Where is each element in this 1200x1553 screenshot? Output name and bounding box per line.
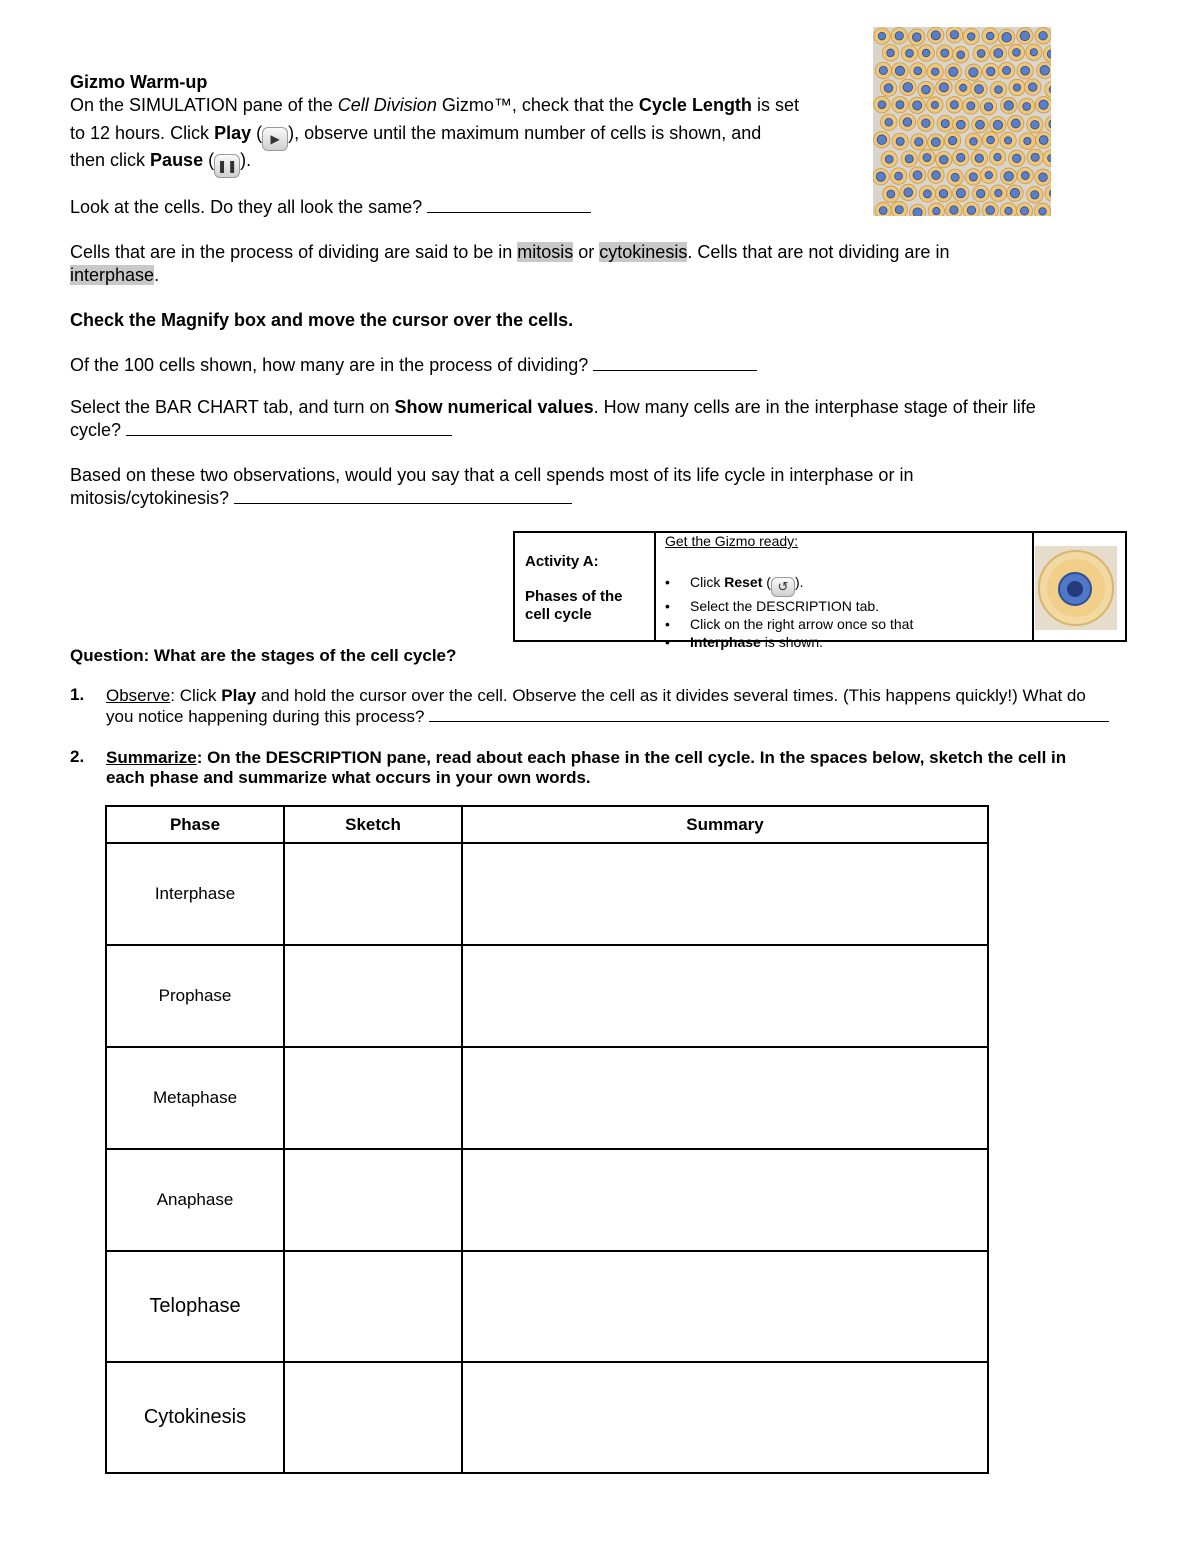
answer-blank[interactable] xyxy=(593,356,757,371)
warmup-title: Gizmo Warm-up xyxy=(70,72,208,92)
cell-nucleus xyxy=(1003,66,1011,74)
observation-question-2: mitosis/cytokinesis? xyxy=(70,487,572,509)
sketch-cell[interactable] xyxy=(284,1362,462,1473)
cell-nucleus xyxy=(1029,83,1037,91)
answer-blank[interactable] xyxy=(429,707,1109,722)
cell-nucleus xyxy=(895,206,903,214)
activity-name: Phases of the cell cycle xyxy=(525,588,623,623)
summary-cell[interactable] xyxy=(462,1149,988,1251)
table-row xyxy=(106,843,988,945)
cell-nucleus xyxy=(915,138,923,146)
cell-nucleus xyxy=(906,49,914,57)
cell-nucleus xyxy=(932,171,941,180)
cell-nucleus xyxy=(994,153,1001,160)
activity-label-cell xyxy=(515,533,656,640)
table-row xyxy=(106,1362,988,1473)
phase-name: Prophase xyxy=(106,945,284,1047)
cell-nucleus xyxy=(1004,172,1014,182)
cell-nucleus xyxy=(1005,207,1012,214)
cell-nucleus xyxy=(903,118,912,127)
cell-nucleus xyxy=(1031,191,1039,199)
q1-text-2: you notice happening during this process? xyxy=(106,706,1109,727)
cell-nucleus xyxy=(950,101,958,109)
q2-text-2: each phase and summarize what occurs in your own words. xyxy=(106,768,591,787)
cell-nucleus xyxy=(976,189,984,197)
cell-nucleus xyxy=(914,67,922,75)
cell-nucleus xyxy=(876,172,885,181)
cell-nucleus xyxy=(1048,155,1051,162)
cell-nucleus xyxy=(1002,33,1012,43)
cell-nucleus xyxy=(987,136,995,144)
cell-nucleus xyxy=(904,188,913,197)
summary-cell[interactable] xyxy=(462,843,988,945)
phase-name: Telophase xyxy=(106,1251,284,1362)
header-summary: Summary xyxy=(462,806,988,843)
cell-nucleus xyxy=(879,66,887,74)
cell-nucleus xyxy=(1013,49,1021,57)
cell-nucleus xyxy=(931,31,940,40)
cell-nucleus xyxy=(913,171,922,180)
play-icon: ▶ xyxy=(262,127,288,151)
sketch-cell[interactable] xyxy=(284,1149,462,1251)
cell-nucleus xyxy=(1012,154,1021,163)
warmup-line-2: to 12 hours. Click Play ( ▶ ), observe until the maximum number of cells is shown, and xyxy=(70,122,761,151)
answer-blank[interactable] xyxy=(427,198,591,213)
cell-nucleus xyxy=(1031,153,1039,161)
cell-nucleus xyxy=(1023,102,1031,110)
cell-nucleus xyxy=(950,206,958,214)
cell-nucleus xyxy=(960,84,967,91)
cell-nucleus xyxy=(948,136,956,144)
dividing-text: Cells that are in the process of dividing are said to be in mitosis or cytokinesis. Cells that are not dividing are in xyxy=(70,242,950,262)
cell-nucleus xyxy=(941,119,949,127)
cell-nucleus xyxy=(923,190,931,198)
main-question: Question: What are the stages of the cell cycle? xyxy=(70,646,457,665)
magnify-instruction: Check the Magnify box and move the cursor over the cells. xyxy=(70,310,574,330)
cell-nucleus xyxy=(957,153,965,161)
cell-nucleus xyxy=(933,207,940,214)
phase-name: Metaphase xyxy=(106,1047,284,1149)
cell-nucleus xyxy=(1010,188,1019,197)
instruction-list xyxy=(690,573,913,651)
cell-nucleus xyxy=(878,101,886,109)
q2-text: Summarize: On the DESCRIPTION pane, read about each phase in the cell cycle. In the spaces below, sketch the cell in xyxy=(106,748,1067,767)
cell-nucleus xyxy=(984,103,992,111)
instruction-interphase: • Interphase is shown. xyxy=(690,633,913,651)
summary-cell[interactable] xyxy=(462,1362,988,1473)
cell-nucleus xyxy=(878,32,885,39)
cell-nucleus xyxy=(985,171,993,179)
reset-icon: ↺ xyxy=(771,577,795,597)
header-sketch: Sketch xyxy=(284,806,462,843)
cell-nucleus xyxy=(1040,66,1049,75)
cell-nucleus xyxy=(1011,119,1020,128)
cell-nucleus xyxy=(986,206,995,215)
cell-nucleus xyxy=(912,33,921,42)
cell-nucleus xyxy=(1021,172,1029,180)
activity-a-box xyxy=(513,531,1127,650)
sketch-cell[interactable] xyxy=(284,1251,462,1362)
answer-blank[interactable] xyxy=(126,421,452,436)
activity-instructions-cell xyxy=(656,533,1034,650)
bar-chart-question: Select the BAR CHART tab, and turn on Show numerical values. How many cells are in the interphase stage of their life xyxy=(70,397,1036,417)
cell-nucleus xyxy=(896,101,904,109)
cell-nucleus xyxy=(885,118,893,126)
cell-nucleus xyxy=(913,101,922,110)
cell-nucleus xyxy=(951,173,959,181)
cell-nucleus xyxy=(913,208,922,216)
cell-nucleus xyxy=(1021,66,1030,75)
cell-nucleus xyxy=(967,33,975,41)
instruction-reset: • Click Reset ( ↺ ). xyxy=(690,573,913,597)
summary-cell[interactable] xyxy=(462,945,988,1047)
cell-nucleus xyxy=(923,154,931,162)
cell-nucleus xyxy=(1004,101,1013,110)
gizmo-ready-heading: Get the Gizmo ready: xyxy=(665,533,799,549)
cell-nucleus xyxy=(967,206,975,214)
cell-nucleus xyxy=(903,82,913,92)
cell-nucleus xyxy=(949,67,958,76)
cell-nucleus xyxy=(970,138,978,146)
cell-nucleus xyxy=(1039,31,1048,40)
phase-name: Cytokinesis xyxy=(106,1362,284,1473)
cell-nucleus xyxy=(884,84,893,93)
table-row xyxy=(106,1047,988,1149)
cell-nucleus xyxy=(941,49,949,57)
cell-nucleus xyxy=(995,86,1003,94)
instruction-description-tab: • Select the DESCRIPTION tab. xyxy=(690,597,913,615)
activity-label: Activity A: xyxy=(525,553,599,570)
cell-nucleus xyxy=(986,67,995,76)
cell-nucleus xyxy=(931,101,938,108)
cell-nucleus xyxy=(969,68,978,77)
cell-nucleus xyxy=(939,155,948,164)
cell-nucleus xyxy=(1004,137,1011,144)
cell-nucleus xyxy=(995,189,1002,196)
cell-nucleus xyxy=(895,66,904,75)
cell-nucleus xyxy=(877,135,887,145)
warmup-line-1: On the SIMULATION pane of the Cell Division Gizmo™, check that the Cycle Length is set xyxy=(70,95,799,115)
cell-nucleus xyxy=(986,32,994,40)
q1-text: Observe: Click Play and hold the cursor over the cell. Observe the cell as it divides several times. (This happens quickly!) What do xyxy=(106,686,1086,705)
cell-nucleus xyxy=(1039,100,1048,109)
cell-nucleus xyxy=(887,190,895,198)
cell-nucleus xyxy=(931,138,940,147)
cell-nucleus xyxy=(885,155,893,163)
phase-name: Interphase xyxy=(106,843,284,945)
cell-nucleus xyxy=(887,49,895,57)
answer-blank[interactable] xyxy=(234,489,572,504)
cell-nucleus xyxy=(994,49,1003,58)
cell-nucleus xyxy=(1039,136,1048,145)
interphase-cell-image xyxy=(1035,546,1117,630)
header-phase: Phase xyxy=(106,806,284,843)
pause-icon: ❚❚ xyxy=(214,154,240,178)
cell-nucleus xyxy=(879,207,887,215)
cell-nucleus xyxy=(969,173,977,181)
instruction-right-arrow: • Click on the right arrow once so that xyxy=(690,615,913,633)
cell-simulation-image xyxy=(873,27,1051,216)
cell-nucleus xyxy=(931,68,939,76)
cell-nucleus xyxy=(939,83,948,92)
sketch-cell[interactable] xyxy=(284,1047,462,1149)
table-row xyxy=(106,945,988,1047)
dividing-text-2: interphase. xyxy=(70,265,160,285)
warmup-line-3: then click Pause ( ❚❚ ). xyxy=(70,149,251,178)
sketch-cell[interactable] xyxy=(284,945,462,1047)
bar-chart-question-2: cycle? xyxy=(70,419,452,441)
summary-cell[interactable] xyxy=(462,1047,988,1149)
cell-nucleus xyxy=(1039,173,1048,182)
summary-cell[interactable] xyxy=(462,1251,988,1362)
cell-nucleus xyxy=(967,102,975,110)
cell-nucleus xyxy=(977,50,985,58)
cell-nucleus xyxy=(957,51,965,59)
phases-table xyxy=(105,805,989,1474)
cell-nucleus xyxy=(956,189,965,198)
cell-nucleus xyxy=(950,31,958,39)
q1-number: 1. xyxy=(70,685,85,704)
cell-nucleus xyxy=(905,155,913,163)
dividing-count-question: Of the 100 cells shown, how many are in the process of dividing? xyxy=(70,354,757,376)
cell-nucleus xyxy=(895,172,903,180)
cell-nucleus xyxy=(993,120,1002,129)
cell-nucleus xyxy=(895,32,903,40)
cell-nucleus xyxy=(922,49,930,57)
cell-nucleus xyxy=(975,85,984,94)
table-row xyxy=(106,1149,988,1251)
cell-nucleus xyxy=(1020,207,1028,215)
cell-nucleus xyxy=(1030,49,1037,56)
cell-nucleus xyxy=(922,85,931,94)
look-question: Look at the cells. Do they all look the same? xyxy=(70,196,591,218)
cell-nucleus xyxy=(1031,120,1040,129)
cell-nucleus xyxy=(939,189,948,198)
observation-question: Based on these two observations, would you say that a cell spends most of its life cycle in interphase or in xyxy=(70,465,914,485)
cell-nucleus xyxy=(1013,84,1020,91)
cell-nucleus xyxy=(956,120,965,129)
cell-nucleus xyxy=(975,154,983,162)
table-row xyxy=(106,1251,988,1362)
cell-nucleus xyxy=(896,137,904,145)
cell-nucleus xyxy=(976,120,985,129)
cell-nucleus xyxy=(1039,208,1046,215)
q2-number: 2. xyxy=(70,747,85,766)
cell-nucleus xyxy=(1024,137,1031,144)
cell-nucleus xyxy=(1020,31,1029,40)
phase-name: Anaphase xyxy=(106,1149,284,1251)
sketch-cell[interactable] xyxy=(284,843,462,945)
table-header-row xyxy=(106,806,988,843)
cell-nucleus xyxy=(922,119,930,127)
